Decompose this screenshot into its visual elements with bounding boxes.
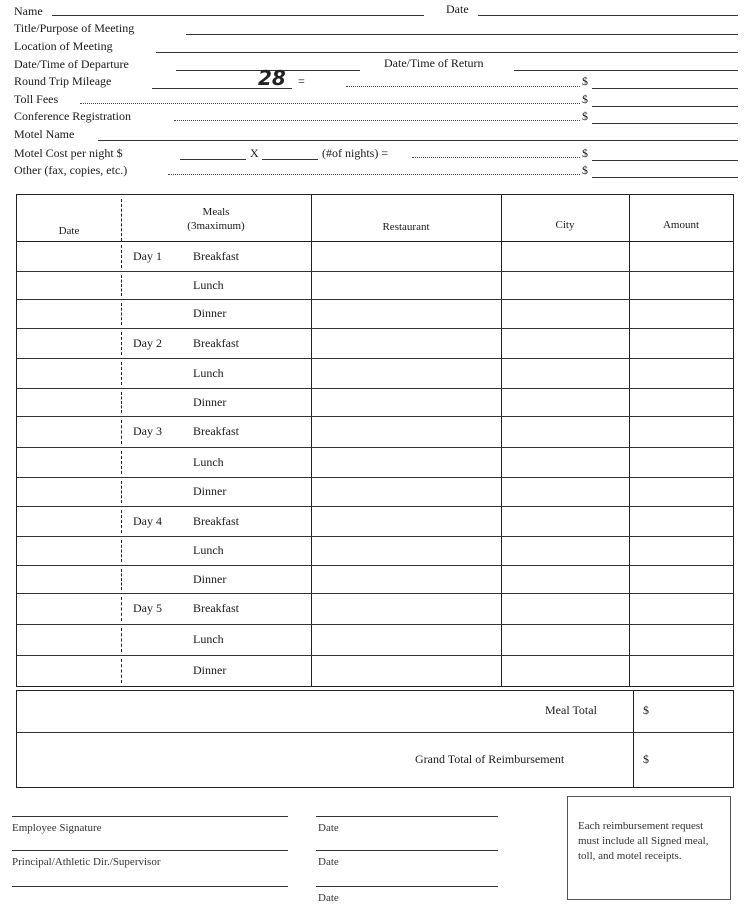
col-city: City xyxy=(555,219,575,231)
table-row xyxy=(17,656,733,686)
other-dollar: $ xyxy=(582,163,588,177)
meal-label-dinner: Dinner xyxy=(193,663,227,677)
date-cell[interactable] xyxy=(17,537,121,565)
date-cell[interactable] xyxy=(17,656,121,686)
row-divider xyxy=(121,303,122,325)
row-divider xyxy=(629,507,630,536)
city-cell[interactable] xyxy=(501,272,629,299)
row-divider xyxy=(121,481,122,503)
location-field[interactable] xyxy=(156,52,738,53)
motel-name-field[interactable] xyxy=(98,140,738,141)
amount-cell[interactable] xyxy=(629,625,733,655)
meal-label-lunch: Lunch xyxy=(193,455,224,469)
supervisor-date-line[interactable] xyxy=(316,850,498,851)
row-divider xyxy=(311,656,312,686)
employee-date-line[interactable] xyxy=(316,816,498,817)
day-label: Day 5 xyxy=(133,601,162,615)
row-divider xyxy=(629,537,630,565)
extra-date-label: Date xyxy=(318,892,339,904)
amount-cell[interactable] xyxy=(629,566,733,593)
title-label: Title/Purpose of Meeting xyxy=(14,21,135,35)
row-divider xyxy=(629,272,630,299)
city-cell[interactable] xyxy=(501,329,629,358)
row-divider xyxy=(121,659,122,683)
row-divider xyxy=(311,329,312,358)
day-label: Day 4 xyxy=(133,514,162,528)
date-cell[interactable] xyxy=(17,594,121,624)
header-divider xyxy=(121,199,122,241)
motel-cost-label: Motel Cost per night $ xyxy=(14,146,123,160)
meal-label-lunch: Lunch xyxy=(193,632,224,646)
col-meals-title: Meals xyxy=(202,206,230,218)
meal-label-dinner: Dinner xyxy=(193,306,227,320)
motel-dollar: $ xyxy=(582,146,588,160)
amount-cell[interactable] xyxy=(629,448,733,477)
row-divider xyxy=(629,594,630,624)
table-row xyxy=(17,389,733,417)
row-divider xyxy=(311,300,312,328)
table-row xyxy=(17,594,733,625)
supervisor-signature-line[interactable] xyxy=(12,850,288,851)
date-cell[interactable] xyxy=(17,389,121,416)
return-field[interactable] xyxy=(514,70,738,71)
row-divider xyxy=(121,451,122,474)
motel-cost-field[interactable] xyxy=(180,159,246,160)
toll-dollar: $ xyxy=(582,92,588,106)
meal-label-breakfast: Breakfast xyxy=(193,514,239,528)
amount-cell[interactable] xyxy=(629,242,733,271)
col-amount: Amount xyxy=(662,219,700,231)
row-divider xyxy=(501,507,502,536)
return-label: Date/Time of Return xyxy=(384,56,484,70)
restaurant-cell[interactable] xyxy=(311,478,501,506)
date-cell[interactable] xyxy=(17,242,121,271)
city-cell[interactable] xyxy=(501,359,629,388)
row-divider xyxy=(629,566,630,593)
restaurant-cell[interactable] xyxy=(311,242,501,271)
meal-label-lunch: Lunch xyxy=(193,543,224,557)
row-divider xyxy=(311,242,312,271)
meal-total-dollar: $ xyxy=(643,703,649,717)
date-cell[interactable] xyxy=(17,359,121,388)
row-divider xyxy=(501,537,502,565)
city-cell[interactable] xyxy=(501,478,629,506)
row-divider xyxy=(121,332,122,355)
amount-cell[interactable] xyxy=(629,300,733,328)
row-divider xyxy=(629,417,630,447)
row-divider xyxy=(121,597,122,621)
row-divider xyxy=(311,478,312,506)
city-cell[interactable] xyxy=(501,300,629,328)
row-divider xyxy=(121,275,122,296)
col-date: Date xyxy=(58,225,80,237)
grand-total-dollar: $ xyxy=(643,752,649,766)
city-cell[interactable] xyxy=(501,656,629,686)
meal-total-label: Meal Total xyxy=(545,703,597,717)
row-divider xyxy=(311,272,312,299)
table-header xyxy=(17,195,733,242)
date-cell[interactable] xyxy=(17,448,121,477)
row-divider xyxy=(311,359,312,388)
row-divider xyxy=(629,448,630,477)
row-divider xyxy=(311,625,312,655)
amount-cell[interactable] xyxy=(629,478,733,506)
amount-cell[interactable] xyxy=(629,594,733,624)
row-divider xyxy=(121,420,122,444)
restaurant-cell[interactable] xyxy=(311,417,501,447)
city-cell[interactable] xyxy=(501,417,629,447)
other-amount[interactable] xyxy=(592,177,738,178)
conference-dollar: $ xyxy=(582,109,588,123)
header-divider xyxy=(311,195,312,241)
table-row xyxy=(17,448,733,478)
table-row xyxy=(17,329,733,359)
other-dots xyxy=(168,174,580,175)
extra-date-line[interactable] xyxy=(316,886,498,887)
restaurant-cell[interactable] xyxy=(311,594,501,624)
row-divider xyxy=(501,478,502,506)
row-divider xyxy=(501,359,502,388)
motel-x: X xyxy=(250,146,259,160)
date-cell[interactable] xyxy=(17,300,121,328)
motel-nights-label: (#of nights) = xyxy=(322,146,389,160)
restaurant-cell[interactable] xyxy=(311,537,501,565)
toll-amount[interactable] xyxy=(592,106,738,107)
mileage-equals: = xyxy=(298,74,305,88)
employee-signature-label: Employee Signature xyxy=(12,822,102,834)
row-divider xyxy=(311,389,312,416)
row-divider xyxy=(629,478,630,506)
restaurant-cell[interactable] xyxy=(311,656,501,686)
col-meals xyxy=(121,195,311,241)
table-row xyxy=(17,537,733,566)
row-divider xyxy=(121,245,122,268)
table-row xyxy=(17,300,733,329)
restaurant-cell[interactable] xyxy=(311,625,501,655)
amount-cell[interactable] xyxy=(629,417,733,447)
location-label: Location of Meeting xyxy=(14,39,113,53)
row-divider xyxy=(311,594,312,624)
table-row xyxy=(17,242,733,272)
amount-cell[interactable] xyxy=(629,272,733,299)
city-cell[interactable] xyxy=(501,448,629,477)
title-field[interactable] xyxy=(186,34,738,35)
toll-dots xyxy=(80,103,580,104)
totals-box xyxy=(16,690,734,788)
table-body xyxy=(17,242,733,686)
row-divider xyxy=(311,537,312,565)
date-cell[interactable] xyxy=(17,417,121,447)
conference-dots xyxy=(174,120,580,121)
table-row xyxy=(17,507,733,537)
col-restaurant: Restaurant xyxy=(382,221,430,233)
row-divider xyxy=(501,389,502,416)
amount-cell[interactable] xyxy=(629,359,733,388)
row-divider xyxy=(311,507,312,536)
totals-divider xyxy=(17,732,733,733)
date-cell[interactable] xyxy=(17,329,121,358)
motel-nights-field[interactable] xyxy=(262,159,318,160)
restaurant-cell[interactable] xyxy=(311,300,501,328)
date-field[interactable] xyxy=(478,15,738,16)
date-cell[interactable] xyxy=(17,272,121,299)
date-label: Date xyxy=(446,2,469,16)
row-divider xyxy=(501,242,502,271)
row-divider xyxy=(629,359,630,388)
mileage-value: 28 xyxy=(258,66,286,90)
meal-label-breakfast: Breakfast xyxy=(193,336,239,350)
city-cell[interactable] xyxy=(501,389,629,416)
motel-dots xyxy=(412,157,580,158)
other-label: Other (fax, copies, etc.) xyxy=(14,163,128,177)
amount-cell[interactable] xyxy=(629,389,733,416)
city-cell[interactable] xyxy=(501,594,629,624)
row-divider xyxy=(121,569,122,590)
city-cell[interactable] xyxy=(501,566,629,593)
header-divider xyxy=(629,195,630,241)
row-divider xyxy=(311,417,312,447)
motel-amount[interactable] xyxy=(592,160,738,161)
row-divider xyxy=(501,656,502,686)
amount-cell[interactable] xyxy=(629,656,733,686)
city-cell[interactable] xyxy=(501,625,629,655)
restaurant-cell[interactable] xyxy=(311,272,501,299)
receipt-note-text: Each reimbursement request must include all Signed meal, toll, and motel receipts. xyxy=(578,820,709,862)
amount-cell[interactable] xyxy=(629,537,733,565)
table-row xyxy=(17,478,733,507)
row-divider xyxy=(629,656,630,686)
row-divider xyxy=(501,300,502,328)
row-divider xyxy=(501,625,502,655)
restaurant-cell[interactable] xyxy=(311,566,501,593)
meal-label-lunch: Lunch xyxy=(193,278,224,292)
row-divider xyxy=(501,272,502,299)
col-meals-subtitle: (3maximum) xyxy=(187,220,245,232)
meal-label-breakfast: Breakfast xyxy=(193,601,239,615)
mileage-dots xyxy=(346,86,580,87)
name-field[interactable] xyxy=(52,15,424,16)
meal-label-dinner: Dinner xyxy=(193,395,227,409)
row-divider xyxy=(501,566,502,593)
row-divider xyxy=(121,392,122,413)
day-label: Day 1 xyxy=(133,249,162,263)
mileage-label: Round Trip Mileage xyxy=(14,74,112,88)
day-label: Day 3 xyxy=(133,424,162,438)
restaurant-cell[interactable] xyxy=(311,389,501,416)
row-divider xyxy=(629,625,630,655)
toll-label: Toll Fees xyxy=(14,92,59,106)
row-divider xyxy=(629,389,630,416)
restaurant-cell[interactable] xyxy=(311,507,501,536)
mileage-dollar: $ xyxy=(582,74,588,88)
receipt-note-box xyxy=(567,796,731,900)
header-divider xyxy=(501,195,502,241)
date-cell[interactable] xyxy=(17,507,121,536)
row-divider xyxy=(501,329,502,358)
supervisor-date-label: Date xyxy=(318,856,339,868)
row-divider xyxy=(311,448,312,477)
table-row xyxy=(17,566,733,594)
conference-label: Conference Registration xyxy=(14,109,131,123)
employee-date-label: Date xyxy=(318,822,339,834)
row-divider xyxy=(629,242,630,271)
day-label: Day 2 xyxy=(133,336,162,350)
grand-total-label: Grand Total of Reimbursement xyxy=(415,752,565,766)
city-cell[interactable] xyxy=(501,242,629,271)
table-row xyxy=(17,625,733,656)
row-divider xyxy=(629,300,630,328)
extra-signature-line[interactable] xyxy=(12,886,288,887)
employee-signature-line[interactable] xyxy=(12,816,288,817)
restaurant-cell[interactable] xyxy=(311,359,501,388)
row-divider xyxy=(311,566,312,593)
conference-amount[interactable] xyxy=(592,123,738,124)
row-divider xyxy=(501,417,502,447)
restaurant-cell[interactable] xyxy=(311,329,501,358)
meal-label-dinner: Dinner xyxy=(193,572,227,586)
date-cell[interactable] xyxy=(17,566,121,593)
row-divider xyxy=(121,628,122,652)
table-row xyxy=(17,417,733,448)
table-row xyxy=(17,359,733,389)
row-divider xyxy=(121,540,122,562)
city-cell[interactable] xyxy=(501,537,629,565)
city-cell[interactable] xyxy=(501,507,629,536)
row-divider xyxy=(501,594,502,624)
mileage-amount[interactable] xyxy=(592,88,738,89)
supervisor-signature-label: Principal/Athletic Dir./Supervisor xyxy=(12,856,161,868)
meal-label-dinner: Dinner xyxy=(193,484,227,498)
amount-cell[interactable] xyxy=(629,329,733,358)
totals-col-divider xyxy=(633,691,634,787)
motel-name-label: Motel Name xyxy=(14,127,75,141)
restaurant-cell[interactable] xyxy=(311,448,501,477)
meals-table xyxy=(16,194,734,687)
row-divider xyxy=(501,448,502,477)
row-divider xyxy=(121,510,122,533)
departure-label: Date/Time of Departure xyxy=(14,57,129,71)
meal-label-lunch: Lunch xyxy=(193,366,224,380)
name-label: Name xyxy=(14,4,43,18)
table-row xyxy=(17,272,733,300)
row-divider xyxy=(121,362,122,385)
date-cell[interactable] xyxy=(17,478,121,506)
meal-label-breakfast: Breakfast xyxy=(193,249,239,263)
row-divider xyxy=(629,329,630,358)
amount-cell[interactable] xyxy=(629,507,733,536)
date-cell[interactable] xyxy=(17,625,121,655)
meal-label-breakfast: Breakfast xyxy=(193,424,239,438)
